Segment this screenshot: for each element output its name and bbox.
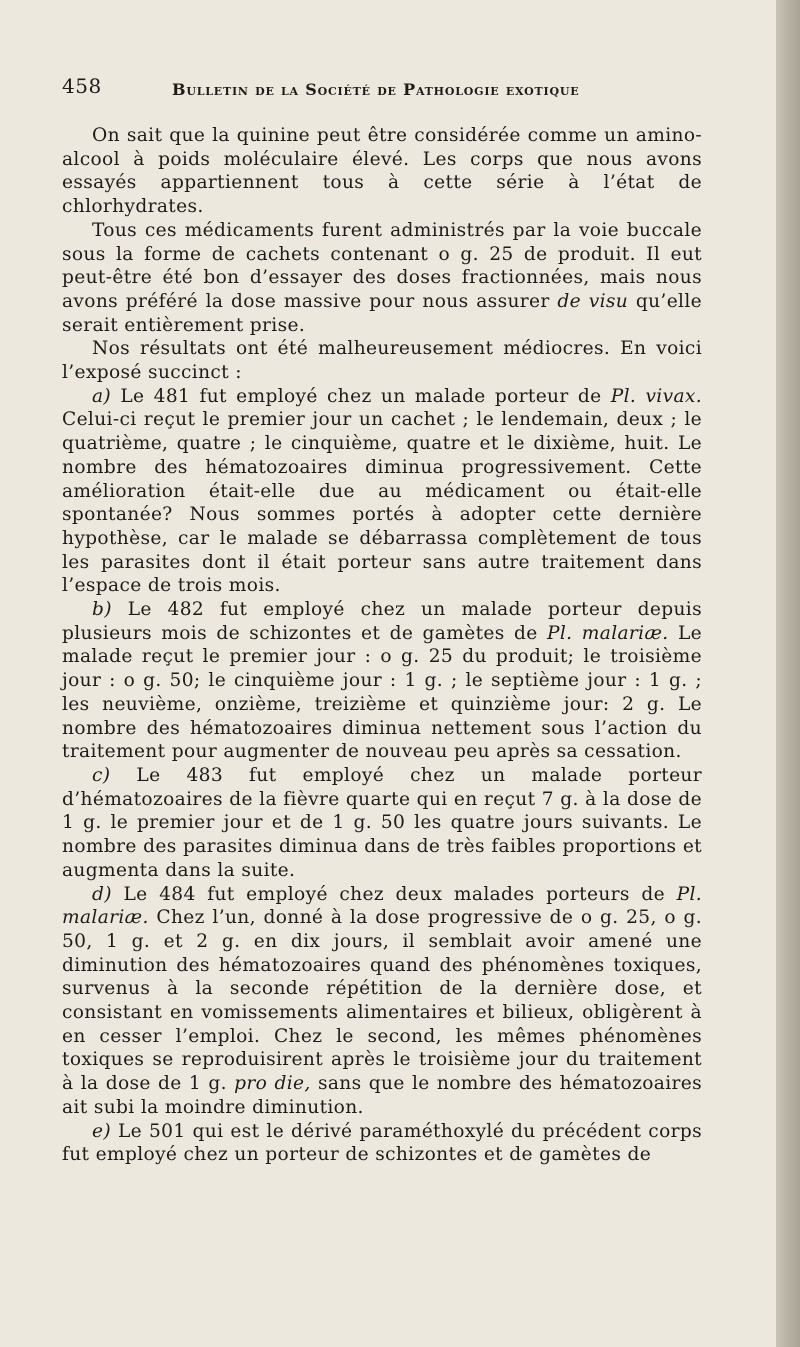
case-letter: d) (92, 883, 112, 905)
paragraph-quinine: On sait que la quinine peut être considérée comme un amino-alcool à poids moléculaire élevé. Les corps que nous avons essayés appartiennent tous à cette série à l’état de chlorhydrates. (62, 125, 702, 218)
page-header (62, 74, 722, 104)
paragraph-case-e: e) Le 501 qui est le dérivé paraméthoxylé du précédent corps fut employé chez un porteur de schizontes et de gamètes de (62, 1120, 702, 1166)
running-title: Bulletin de la Société de Pathologie exotique (172, 80, 580, 99)
case-letter: c) (92, 764, 111, 786)
paragraph-case-c: c) Le 483 fut employé chez un malade porteur d’hématozoaires de la fièvre quarte qui en reçut 7 g. à la dose de 1 g. le premier jour et de 1 g. 50 les quatre jours suivants. Le nombre des parasites diminua dans de très faibles proportions et augmenta dans la suite. (62, 764, 702, 881)
body-text (62, 124, 702, 1167)
paragraph-case-b: b) Le 482 fut employé chez un malade porteur depuis plusieurs mois de schizontes et de gamètes de Pl. malariæ. Le malade reçut le premier jour : o g. 25 du produit; le troisième jour : o g. 50; le cinquième jour : 1 g. ; le septième jour : 1 g. ; les neuvième, onzième, treizième et quinzième jour: 2 g. Le nombre des hématozoaires diminua nettement sous l’action du traitement pour augmenter de nouveau peu après sa cessation. (62, 599, 702, 763)
paragraph-case-d: d) Le 484 fut employé chez deux malades porteurs de Pl. malariæ. Chez l’un, donné à la dose progressive de o g. 25, o g. 50, 1 g. et 2 g. en dix jours, il semblait avoir amené une diminution des hématozoaires quand des phénomènes toxiques, survenus à la seconde répétition de la dernière dose, et consistant en vomissements alimentaires et bilieux, obligèrent à en cesser l’emploi. Chez le second, les mêmes phénomènes toxiques se reproduisirent après le troisième jour du traitement à la dose de 1 g. pro die, sans que le nombre des hématozoaires ait subi la moindre diminution. (62, 883, 703, 1118)
paragraph-results: Nos résultats ont été malheureusement médiocres. En voici l’exposé succinct : (62, 338, 702, 384)
paragraph-case-a: a) Le 481 fut employé chez un malade porteur de Pl. vivax. Celui-ci reçut le premier jour un cachet ; le lendemain, deux ; le quatrième, quatre ; le cinquième, quatre et le dixième, huit. Le nombre des hématozoaires diminua progressivement. Cette amélioration était-elle due au médicament ou était-elle spontanée? Nous sommes portés à adopter cette dernière hypothèse, car le malade se débarrassa complètement de tous les parasites dont il était porteur sans autre traitement dans l’espace de trois mois. (62, 385, 702, 597)
paragraph-administration: Tous ces médicaments furent administrés par la voie buccale sous la forme de cachets contenant o g. 25 de produit. Il eut peut-être été bon d’essayer des doses fractionnées, mais nous avons préféré la dose massive pour nous assurer de visu qu’elle serait entièrement prise. (62, 219, 702, 336)
case-letter: a) (92, 385, 112, 407)
page-number: 458 (62, 74, 102, 98)
case-letter: e) (92, 1120, 111, 1142)
case-letter: b) (92, 599, 112, 621)
page-edge (776, 0, 800, 1347)
